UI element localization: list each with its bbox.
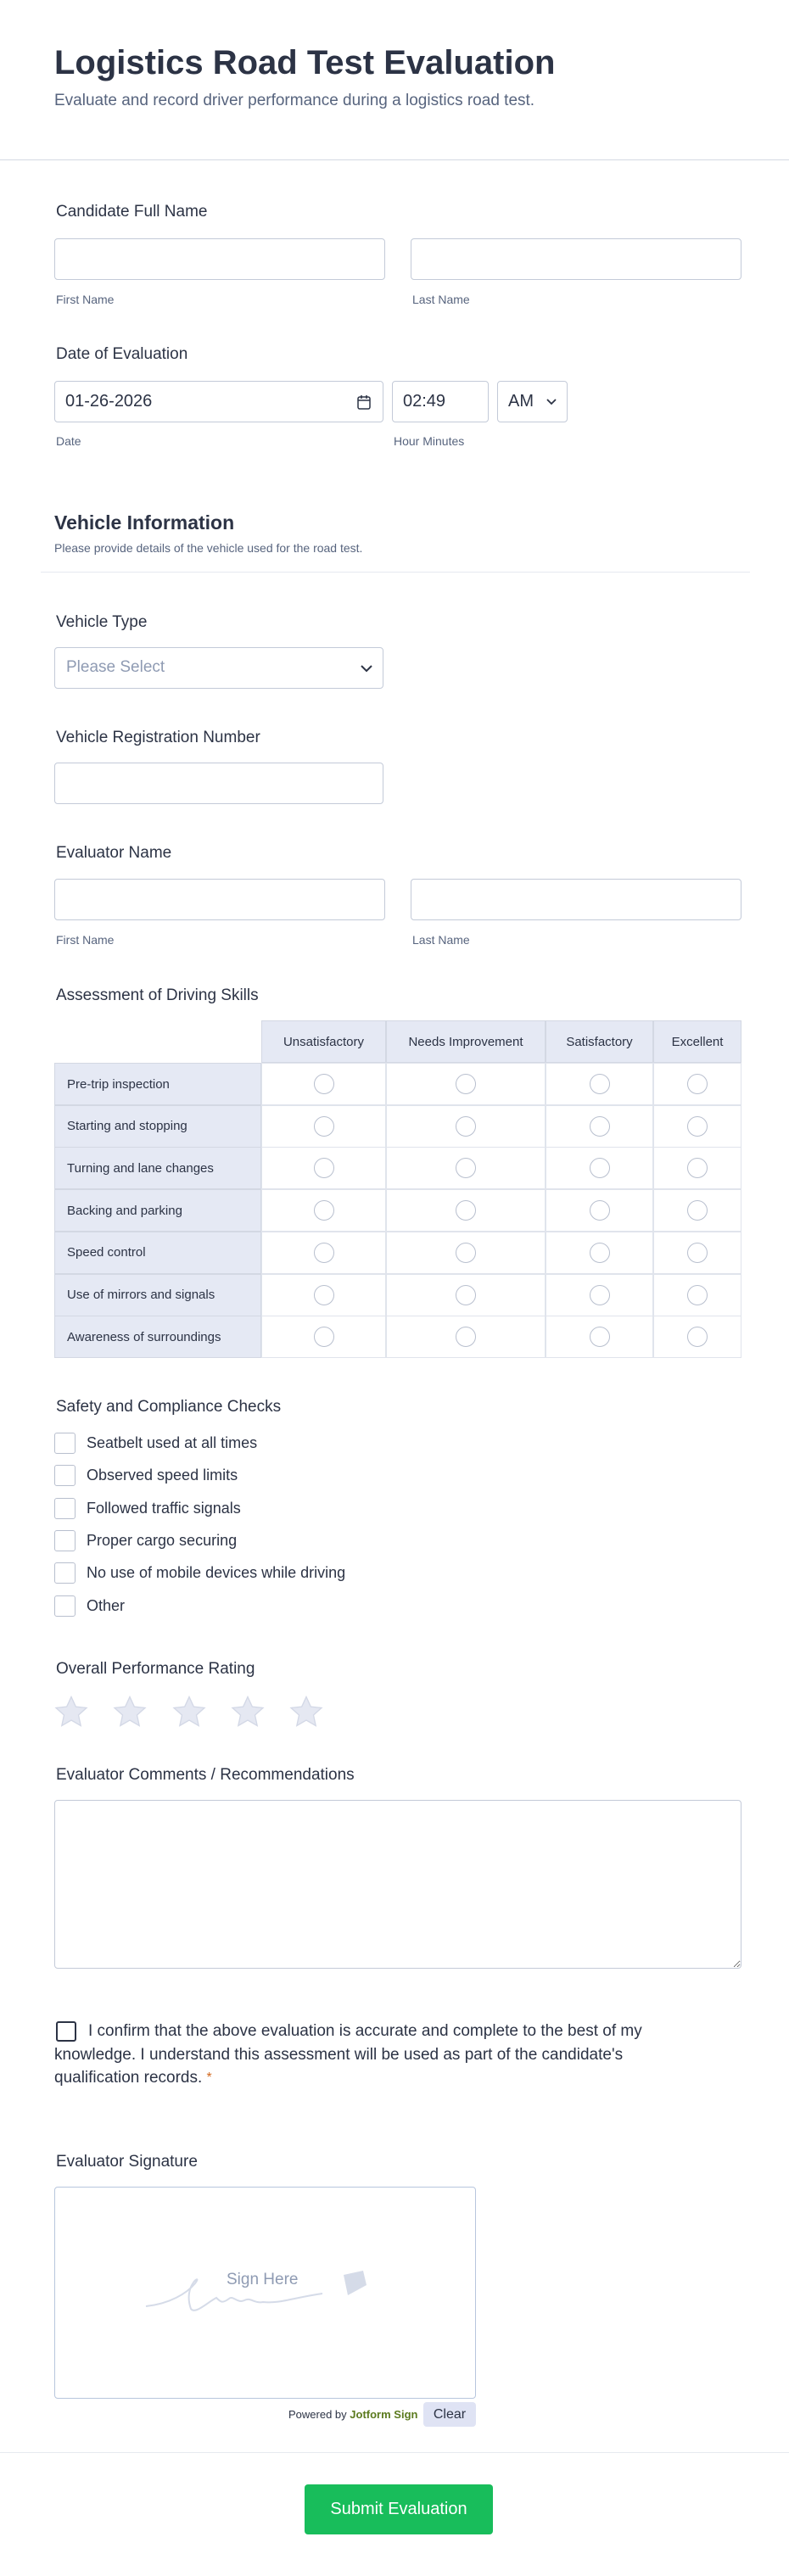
star-icon[interactable] — [172, 1695, 206, 1729]
matrix-cell — [261, 1232, 386, 1274]
row-label: Use of mirrors and signals — [54, 1274, 261, 1316]
matrix-cell — [546, 1147, 653, 1189]
vehicle-type-label: Vehicle Type — [56, 613, 148, 631]
evaluator-name-label: Evaluator Name — [56, 844, 172, 862]
matrix-cell — [546, 1063, 653, 1105]
matrix-cell — [653, 1274, 741, 1316]
matrix-cell — [653, 1105, 741, 1148]
rating-radio[interactable] — [687, 1158, 708, 1178]
last-name-sublabel: Last Name — [412, 293, 470, 306]
safety-option-label[interactable]: No use of mobile devices while driving — [87, 1564, 346, 1582]
ampm-value: AM — [508, 392, 534, 411]
rating-radio[interactable] — [314, 1074, 334, 1094]
rating-radio[interactable] — [687, 1327, 708, 1347]
matrix-cell — [653, 1232, 741, 1274]
safety-checkbox[interactable] — [54, 1562, 76, 1584]
safety-checkbox[interactable] — [54, 1530, 76, 1551]
matrix-cell — [653, 1063, 741, 1105]
comments-textarea[interactable] — [54, 1800, 741, 1969]
row-label: Turning and lane changes — [54, 1147, 261, 1189]
time-value: 02:49 — [403, 392, 446, 411]
rating-radio[interactable] — [590, 1200, 610, 1221]
footer-divider — [0, 2452, 789, 2453]
evaluator-last-sublabel: Last Name — [412, 933, 470, 947]
column-header: Satisfactory — [546, 1020, 653, 1063]
rating-radio[interactable] — [590, 1116, 610, 1137]
safety-checkbox[interactable] — [54, 1498, 76, 1519]
header-divider — [0, 159, 789, 160]
rating-radio[interactable] — [456, 1158, 476, 1178]
vehicle-section-title: Vehicle Information — [54, 511, 235, 534]
page-title: Logistics Road Test Evaluation — [54, 44, 556, 81]
matrix-cell — [653, 1147, 741, 1189]
comments-label: Evaluator Comments / Recommendations — [56, 1766, 355, 1784]
rating-radio[interactable] — [456, 1285, 476, 1305]
rating-radio[interactable] — [314, 1327, 334, 1347]
star-icon[interactable] — [54, 1695, 88, 1729]
ampm-select[interactable] — [497, 381, 568, 422]
safety-option-label[interactable]: Observed speed limits — [87, 1467, 238, 1484]
required-mark: * — [206, 2070, 212, 2085]
time-input[interactable] — [392, 381, 489, 422]
matrix-cell — [261, 1274, 386, 1316]
vehicle-type-placeholder: Please Select — [66, 658, 165, 676]
row-label: Pre-trip inspection — [54, 1063, 261, 1105]
matrix-cell — [386, 1189, 546, 1232]
signature-scribble-icon — [144, 2268, 386, 2319]
rating-radio[interactable] — [687, 1243, 708, 1263]
rating-radio[interactable] — [687, 1285, 708, 1305]
rating-label: Overall Performance Rating — [56, 1660, 255, 1678]
candidate-first-name-input[interactable] — [54, 238, 385, 280]
rating-radio[interactable] — [456, 1074, 476, 1094]
matrix-cell — [653, 1316, 741, 1358]
rating-radio[interactable] — [456, 1200, 476, 1221]
matrix-cell — [653, 1189, 741, 1232]
matrix-cell — [261, 1105, 386, 1148]
calendar-icon[interactable] — [357, 394, 371, 410]
rating-radio[interactable] — [687, 1116, 708, 1137]
confirm-text: I confirm that the above evaluation is accurate and complete to the best of my knowledge. I understand this assessment will be used as part of the candidate's qualification records. — [54, 2022, 642, 2087]
rating-radio[interactable] — [456, 1116, 476, 1137]
rating-radio[interactable] — [687, 1074, 708, 1094]
matrix-cell — [261, 1316, 386, 1358]
safety-option-label[interactable]: Proper cargo securing — [87, 1531, 238, 1549]
matrix-cell — [261, 1189, 386, 1232]
matrix-cell — [386, 1147, 546, 1189]
rating-radio[interactable] — [314, 1116, 334, 1137]
powered-by-text: Powered by — [288, 2408, 347, 2421]
date-sublabel: Date — [56, 434, 81, 448]
rating-radio[interactable] — [590, 1327, 610, 1347]
vehicle-section-description: Please provide details of the vehicle used for the road test. — [54, 541, 363, 555]
submit-button[interactable]: Submit Evaluation — [305, 2484, 493, 2534]
jotform-sign-brand[interactable]: Jotform Sign — [350, 2408, 418, 2421]
confirm-text-block — [54, 2020, 665, 2090]
column-header: Excellent — [653, 1020, 741, 1063]
safety-checkbox[interactable] — [54, 1433, 76, 1454]
date-input[interactable] — [54, 381, 383, 422]
star-icon[interactable] — [113, 1695, 147, 1729]
signature-pad[interactable] — [54, 2187, 476, 2399]
star-icon[interactable] — [231, 1695, 265, 1729]
vehicle-type-select[interactable] — [54, 647, 383, 689]
rating-radio[interactable] — [314, 1243, 334, 1263]
section-divider — [41, 572, 750, 573]
candidate-last-name-input[interactable] — [411, 238, 741, 280]
safety-option-label[interactable]: Seatbelt used at all times — [87, 1434, 258, 1451]
star-icon[interactable] — [289, 1695, 323, 1729]
matrix-cell — [546, 1316, 653, 1358]
row-label: Speed control — [54, 1232, 261, 1274]
rating-radio[interactable] — [456, 1327, 476, 1347]
chevron-down-icon — [361, 665, 372, 673]
signature-placeholder: Sign Here — [227, 2271, 299, 2288]
safety-label: Safety and Compliance Checks — [56, 1398, 282, 1416]
matrix-cell — [546, 1232, 653, 1274]
evaluator-first-name-input[interactable] — [54, 879, 385, 920]
safety-checkbox[interactable] — [54, 1595, 76, 1617]
matrix-cell — [386, 1316, 546, 1358]
registration-input[interactable] — [54, 763, 383, 804]
rating-radio[interactable] — [314, 1285, 334, 1305]
rating-radio[interactable] — [590, 1285, 610, 1305]
first-name-sublabel: First Name — [56, 293, 115, 306]
rating-radio[interactable] — [314, 1158, 334, 1178]
matrix-cell — [386, 1232, 546, 1274]
registration-label: Vehicle Registration Number — [56, 729, 260, 746]
clear-signature-button[interactable]: Clear — [423, 2402, 476, 2427]
row-label: Awareness of surroundings — [54, 1316, 261, 1358]
time-sublabel: Hour Minutes — [394, 434, 465, 448]
date-label: Date of Evaluation — [56, 345, 188, 363]
safety-option-label[interactable]: Other — [87, 1596, 126, 1614]
rating-radio[interactable] — [590, 1158, 610, 1178]
matrix-cell — [546, 1105, 653, 1148]
safety-checkbox[interactable] — [54, 1465, 76, 1486]
rating-radio[interactable] — [456, 1243, 476, 1263]
assessment-label: Assessment of Driving Skills — [56, 986, 259, 1004]
safety-option-label[interactable]: Followed traffic signals — [87, 1499, 241, 1517]
page-subtitle: Evaluate and record driver performance during a logistics road test. — [54, 92, 535, 109]
evaluator-first-sublabel: First Name — [56, 933, 115, 947]
row-label: Backing and parking — [54, 1189, 261, 1232]
matrix-cell — [386, 1274, 546, 1316]
matrix-cell — [546, 1189, 653, 1232]
powered-by — [288, 2408, 417, 2421]
matrix-cell — [261, 1063, 386, 1105]
column-header: Unsatisfactory — [261, 1020, 386, 1063]
column-header: Needs Improvement — [386, 1020, 546, 1063]
chevron-down-icon — [546, 399, 557, 405]
rating-radio[interactable] — [687, 1200, 708, 1221]
rating-radio[interactable] — [314, 1200, 334, 1221]
date-value: 01-26-2026 — [65, 392, 153, 411]
evaluator-last-name-input[interactable] — [411, 879, 741, 920]
signature-label: Evaluator Signature — [56, 2153, 198, 2171]
matrix-cell — [386, 1063, 546, 1105]
matrix-cell — [386, 1105, 546, 1148]
matrix-cell — [546, 1274, 653, 1316]
row-label: Starting and stopping — [54, 1105, 261, 1148]
matrix-cell — [261, 1147, 386, 1189]
rating-radio[interactable] — [590, 1074, 610, 1094]
candidate-name-label: Candidate Full Name — [56, 203, 208, 221]
rating-radio[interactable] — [590, 1243, 610, 1263]
